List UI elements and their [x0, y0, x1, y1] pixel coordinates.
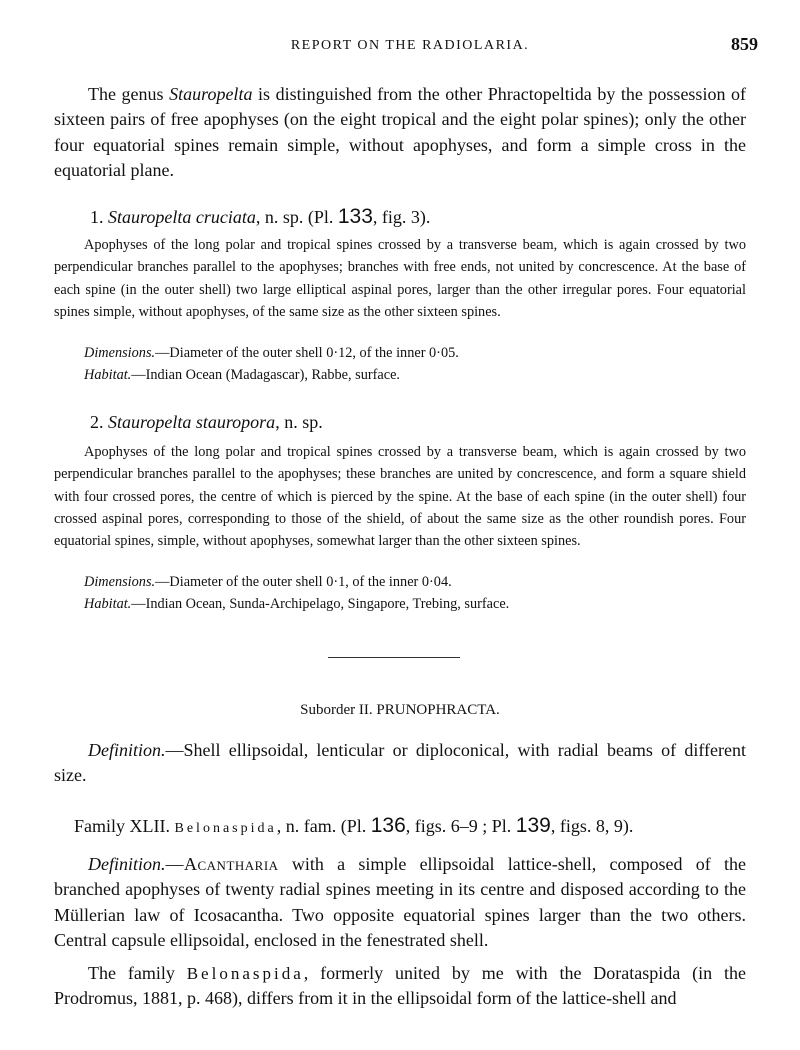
species-2-name: Stauropelta stauropora [108, 412, 276, 432]
habitat-label: Habitat. [84, 367, 132, 383]
family-closing-paragraph: The family Belonaspida, formerly united by me with the Dorataspida (in the Prodromus, 1881, p. 468), differs from it in the ellipsoidal form of the lattice-shell and [54, 963, 746, 1009]
family-heading: Family XLII. Belonaspida, n. fam. (Pl. 136, figs. 6–9 ; Pl. 139, figs. 8, 9). [74, 814, 634, 837]
family-name-spaced: Belonaspida [186, 964, 304, 983]
species-1-habitat: Habitat.—Indian Ocean (Madagascar), Rabbe, surface. [84, 367, 400, 383]
running-title: REPORT ON THE RADIOLARIA. [290, 38, 530, 53]
genus-intro-paragraph [54, 82, 746, 183]
species-1-description: Apophyses of the long polar and tropical spines crossed by a transverse beam, which is again crossed by two perpendicular branches parallel to the apophyses; branches with free ends, not united by concrescence. At the base of each spine (in the outer shell) two large elliptical aspinal pores, larger than the other irregular pores. Four equatorial spines simple, without apophyses, of the same size as the other sixteen spines. [54, 237, 746, 320]
species-1-number: 1. [90, 207, 104, 227]
definition-label: Definition. [88, 740, 166, 760]
family-plate-1: 136 [370, 814, 406, 837]
habitat-label: Habitat. [84, 596, 132, 612]
genus-name: Stauropelta [169, 84, 253, 104]
species-1-plate: 133 [337, 205, 373, 228]
intro-text-1: The genus [88, 84, 170, 104]
family-name: Belonaspida [174, 821, 277, 836]
page-number: 859 [731, 34, 758, 54]
species-2-dimensions: Dimensions.—Diameter of the outer shell 0·1, of the inner 0·04. [84, 574, 452, 590]
family-definition: Definition.—Acantharia with a simple ellipsoidal lattice-shell, composed of the branched apophyses of twenty radial spines meeting in its centre and disposed according to the Müllerian law of Icosacantha. Two opposite equatorial spines larger than the two others. Central capsule ellipsoidal, enclosed in the fenestrated shell. [54, 854, 746, 950]
species-2-habitat: Habitat.—Indian Ocean, Sunda-Archipelago, Singapore, Trebing, surface. [84, 596, 510, 612]
dimensions-label: Dimensions. [84, 574, 156, 590]
suborder-definition: Definition.—Shell ellipsoidal, lenticular or diploconical, with radial beams of different size. [54, 740, 746, 786]
species-1-name: Stauropelta cruciata [108, 207, 256, 227]
intro-text-2: is distinguished from the other Phractopeltida by the possession of sixteen pairs of free apophyses (on the eight tropical and the eight polar spines); only the other four equatorial spines remain simple, without apophyses, and form a simple cross in the equatorial plane. [54, 84, 746, 180]
species-2-heading: 2. Stauropelta stauropora, n. sp. [90, 412, 323, 432]
dimensions-label: Dimensions. [84, 345, 156, 361]
suborder-title: Suborder II. PRUNOPHRACTA. [300, 702, 500, 718]
section-divider [328, 657, 460, 658]
species-2-description: Apophyses of the long polar and tropical spines crossed by a transverse beam, which is again crossed by two perpendicular branches parallel to the apophyses; these branches are united by concrescence, and form a square shield with four crossed pores, the centre of which is pierced by the spine. At the base of each spine (in the outer shell) four crossed aspinal pores, corresponding to those of the shield, of about the same size as the other roundish pores. Four equatorial spines, simple, without apophyses, somewhat larger than the other sixteen spines. [54, 444, 746, 550]
species-2-number: 2. [90, 412, 104, 432]
species-1-heading: 1. Stauropelta cruciata, n. sp. (Pl. 133, fig. 3). [90, 205, 431, 228]
definition-label: Definition. [88, 854, 166, 874]
family-plate-2: 139 [515, 814, 551, 837]
species-1-dimensions: Dimensions.—Diameter of the outer shell 0·12, of the inner 0·05. [84, 345, 459, 361]
